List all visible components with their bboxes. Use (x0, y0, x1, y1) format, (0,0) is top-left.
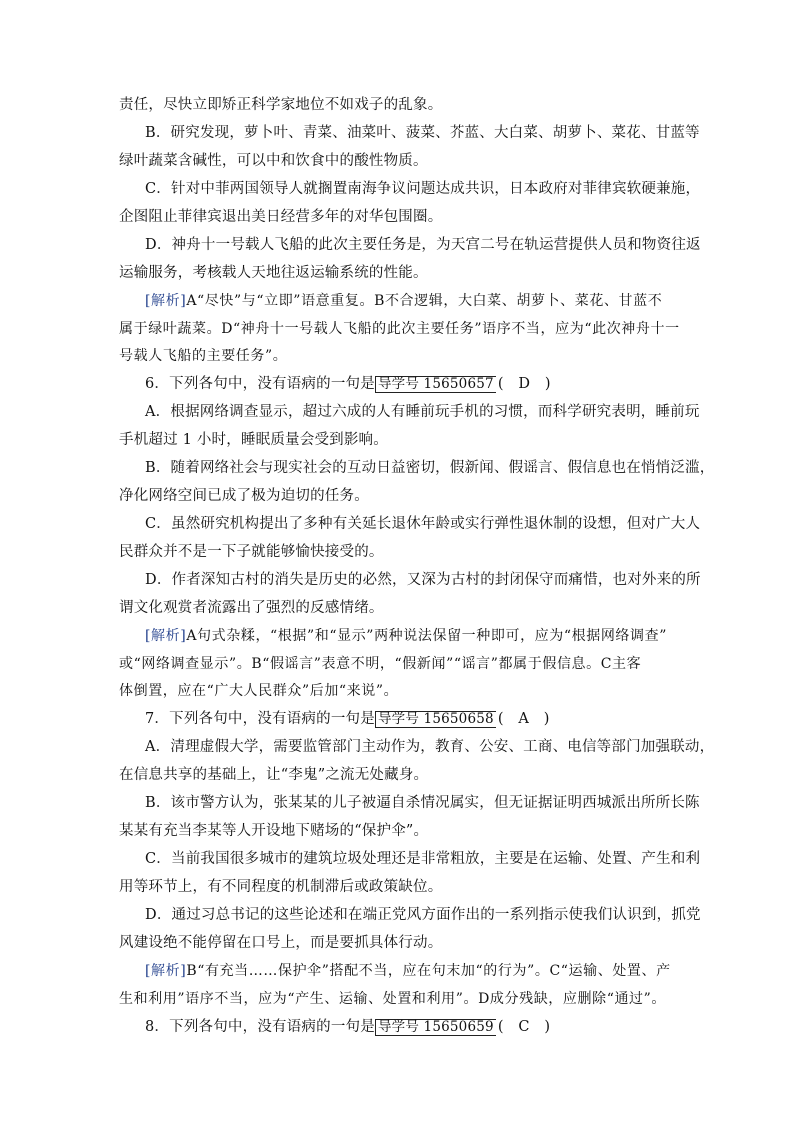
analysis-tag: [解析] (145, 293, 187, 309)
q6-analysis-line3: 体倒置，应在“广大人民群众”后加“来说”。 (119, 683, 399, 699)
q5-option-c-line1: C．针对中菲两国领导人就搁置南海争议问题达成共识，日本政府对菲律宾软硬兼施， (145, 181, 701, 197)
q6-option-b-line1: B．随着网络社会与现实社会的互动日益密切，假新闻、假谣言、假信息也在悄悄泛滥， (145, 460, 715, 476)
q8-answer: ( C ) (497, 1019, 551, 1035)
q7-analysis-line2: 生和利用”语序不当，应为“产生、运输、处置和利用”。D成分残缺，应删除“通过”。 (119, 991, 667, 1007)
q8-stem: 8．下列各句中，没有语病的一句是 导学号 15650659 ( C ) (145, 1019, 551, 1035)
q5-option-d-line2: 运输服务，考核载人天地往返运输系统的性能。 (119, 265, 428, 281)
q7-option-b-line2: 某某有充当李某等人开设地下赌场的“保护伞”。 (119, 823, 429, 839)
q7-stem: 7．下列各句中，没有语病的一句是 导学号 15650658 ( A ) (145, 711, 550, 727)
q7-option-c-line1: C．当前我国很多城市的建筑垃圾处理还是非常粗放，主要是在运输、处置、产生和利 (145, 851, 701, 867)
q6-option-b-line2: 净化网络空间已成了极为迫切的任务。 (119, 488, 369, 504)
analysis-tag: [解析] (145, 963, 187, 979)
q6-option-d-line1: D．作者深知古村的消失是历史的必然，又深为古村的封闭保守而痛惜，也对外来的所 (145, 572, 701, 588)
q6-answer: ( D ) (497, 376, 551, 392)
q7-option-b-line1: B．该市警方认为，张某某的儿子被逼自杀情况属实，但无证据证明西城派出所所长陈 (145, 795, 700, 811)
q7-option-a-line1: A．清理虚假大学，需要监管部门主动作为，教育、公安、工商、电信等部门加强联动， (145, 739, 715, 755)
q6-id-box: 导学号 15650657 (375, 376, 496, 393)
q6-stem: 6．下列各句中，没有语病的一句是 导学号 15650657 ( D ) (145, 376, 551, 392)
q8-id-box: 导学号 15650659 (375, 1019, 496, 1036)
q6-analysis-line2: 或“网络调查显示”。B“假谣言”表意不明，“假新闻”“谣言”都属于假信息。C主客 (119, 656, 642, 672)
q5-analysis-line2: 属于绿叶蔬菜。D“神舟十一号载人飞船的此次主要任务”语序不当，应为“此次神舟十一 (119, 321, 680, 337)
q7-option-a-line2: 在信息共享的基础上，让“李鬼”之流无处藏身。 (119, 767, 429, 783)
q5-option-d-line1: D．神舟十一号载人飞船的此次主要任务是，为天宫二号在轨运营提供人员和物资往返 (145, 237, 701, 253)
q6-option-d-line2: 谓文化观赏者流露出了强烈的反感情绪。 (119, 600, 384, 616)
q6-option-a-line1: A．根据网络调查显示，超过六成的人有睡前玩手机的习惯，而科学研究表明，睡前玩 (145, 404, 700, 420)
q7-answer: ( A ) (497, 711, 550, 727)
q7-analysis-line1: [解析]B“有充当……保护伞”搭配不当，应在句末加“的行为”。C“运输、处置、产 (145, 963, 671, 979)
q5-option-b-line2: 绿叶蔬菜含碱性，可以中和饮食中的酸性物质。 (119, 153, 428, 169)
q6-option-a-line2: 手机超过 1 小时，睡眠质量会受到影响。 (119, 432, 388, 448)
q5-option-b-line1: B．研究发现，萝卜叶、青菜、油菜叶、菠菜、芥蓝、大白菜、胡萝卜、菜花、甘蓝等 (145, 125, 700, 141)
q7-id-box: 导学号 15650658 (375, 711, 496, 728)
q7-option-c-line2: 用等环节上，有不同程度的机制滞后或政策缺位。 (119, 879, 443, 895)
analysis-tag: [解析] (145, 628, 187, 644)
q5-option-a-tail: 责任，尽快立即矫正科学家地位不如戏子的乱象。 (119, 97, 443, 113)
q7-option-d-line2: 风建设绝不能停留在口号上，而是要抓具体行动。 (119, 935, 443, 951)
q5-analysis-line3: 号载人飞船的主要任务”。 (119, 348, 288, 364)
q6-analysis-line1: [解析]A句式杂糅，“根据”和“显示”两种说法保留一种即可，应为“根据网络调查” (145, 628, 667, 644)
q5-analysis-line1: [解析]A“尽快”与“立即”语意重复。B不合逻辑，大白菜、胡萝卜、菜花、甘蓝不 (145, 293, 663, 309)
q7-option-d-line1: D．通过习总书记的这些论述和在端正党风方面作出的一系列指示使我们认识到，抓党 (145, 907, 701, 923)
q6-option-c-line1: C．虽然研究机构提出了多种有关延长退休年龄或实行弹性退休制的设想，但对广大人 (145, 516, 701, 532)
q6-option-c-line2: 民群众并不是一下子就能够愉快接受的。 (119, 544, 384, 560)
q5-option-c-line2: 企图阻止菲律宾退出美日经营多年的对华包围圈。 (119, 209, 443, 225)
